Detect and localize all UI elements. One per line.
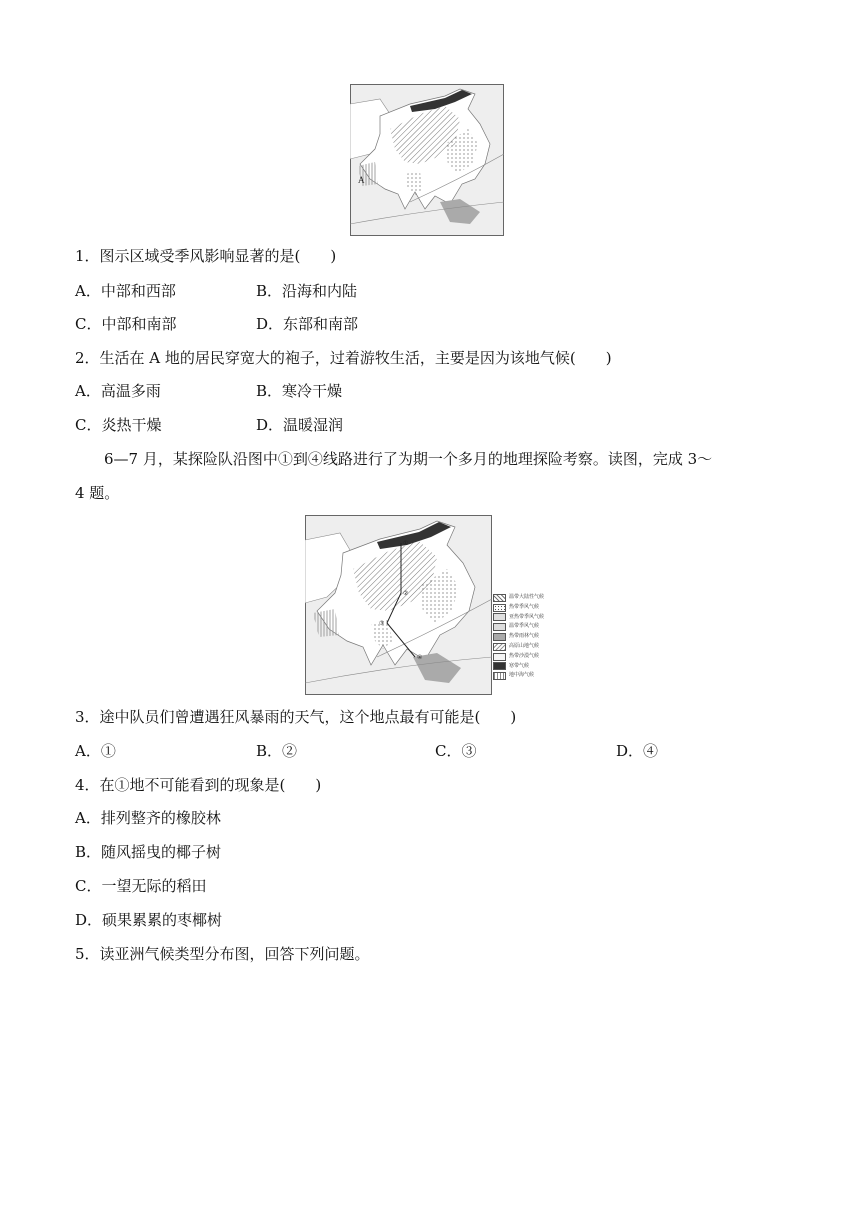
- legend-item: 亚热带季风气候: [509, 613, 545, 620]
- intro-line-2: 4 题。: [75, 484, 120, 502]
- q4-option-a[interactable]: A．排列整齐的橡胶林: [75, 809, 221, 827]
- q4-option-b[interactable]: B．随风摇曳的椰子树: [75, 843, 222, 861]
- q3-option-a[interactable]: A．①: [75, 742, 116, 760]
- q2-option-a[interactable]: A．高温多雨: [75, 382, 161, 400]
- q3-option-d[interactable]: D．④: [616, 742, 659, 760]
- route-point-3: ③: [379, 620, 385, 627]
- legend-item: 地中海气候: [509, 672, 535, 679]
- q5-stem: 5．读亚洲气候类型分布图，回答下列问题。: [75, 945, 370, 963]
- asia-map-2: [305, 515, 492, 695]
- map1-label-a: A: [358, 175, 365, 185]
- route-point-2: ②: [403, 590, 409, 597]
- q2-stem: 2．生活在 A 地的居民穿宽大的袍子，过着游牧生活，主要是因为该地气候( ): [75, 349, 612, 367]
- legend-item: 热带雨林气候: [509, 633, 540, 640]
- legend-item: 热带季风气候: [509, 603, 540, 610]
- q2-option-b[interactable]: B．寒冷干燥: [256, 382, 343, 400]
- legend-item: 高原山地气候: [509, 642, 540, 649]
- route-point-1: ①: [403, 540, 409, 547]
- legend-item: 寒带气候: [509, 662, 530, 669]
- legend-item: 温带大陆性气候: [509, 594, 545, 600]
- q4-option-c[interactable]: C．一望无际的稻田: [75, 877, 207, 895]
- legend-item: 热带沙漠气候: [509, 652, 540, 659]
- q1-option-c[interactable]: C．中部和南部: [75, 315, 177, 333]
- legend-item: 温带季风气候: [509, 623, 540, 630]
- intro-line-1: 6—7 月，某探险队沿图中①到④线路进行了为期一个多月的地理探险考察。读图，完成 3～: [104, 450, 713, 468]
- q3-stem: 3．途中队员们曾遭遇狂风暴雨的天气，这个地点最有可能是( ): [75, 708, 517, 726]
- map2-legend: [493, 593, 553, 693]
- q1-stem: 1．图示区域受季风影响显著的是( ): [75, 247, 337, 265]
- q3-option-c[interactable]: C．③: [435, 742, 477, 760]
- route-point-4: ④: [417, 654, 423, 661]
- q1-option-b[interactable]: B．沿海和内陆: [256, 282, 358, 300]
- q1-option-d[interactable]: D．东部和南部: [256, 315, 359, 333]
- q3-option-b[interactable]: B．②: [256, 742, 298, 760]
- asia-map-1: [350, 84, 504, 236]
- q2-option-d[interactable]: D．温暖湿润: [256, 416, 344, 434]
- q4-stem: 4．在①地不可能看到的现象是( ): [75, 776, 322, 794]
- q4-option-d[interactable]: D．硕果累累的枣椰树: [75, 911, 223, 929]
- q1-option-a[interactable]: A．中部和西部: [75, 282, 176, 300]
- q2-option-c[interactable]: C．炎热干燥: [75, 416, 162, 434]
